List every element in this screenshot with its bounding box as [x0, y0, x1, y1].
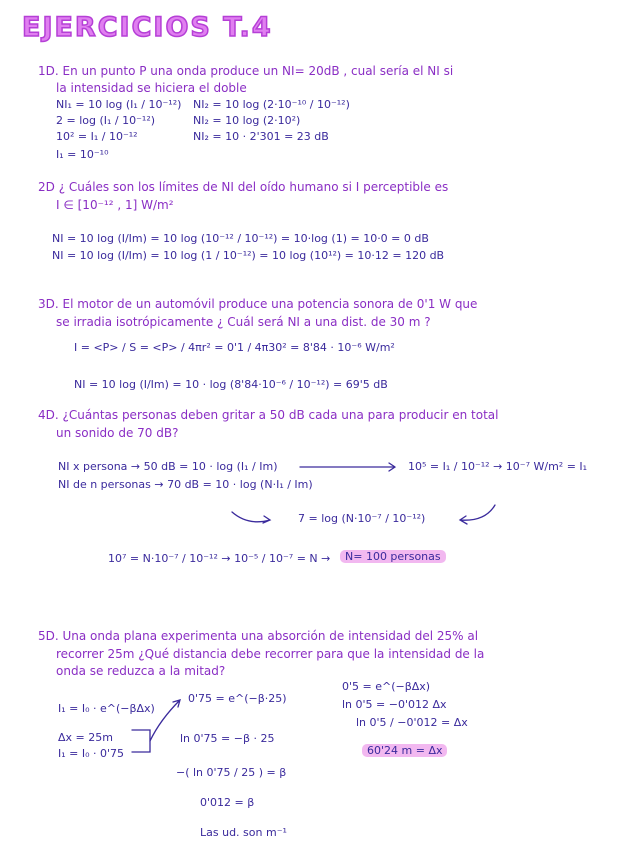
curved-arrow-icon	[460, 505, 495, 524]
exercise-3-question-line-2: se irradia isotrópicamente ¿ Cuál será NI a una dist. de 30 m ?	[56, 315, 431, 329]
exercise-5-work-right-2: ln 0'5 = −0'012 Δx	[342, 698, 447, 711]
exercise-4-work-5: 10⁷ = N·10⁻⁷ / 10⁻¹² → 10⁻⁵ / 10⁻⁷ = N →	[108, 552, 331, 565]
exercise-5-work-right-3: ln 0'5 / −0'012 = Δx	[356, 716, 468, 729]
exercise-1-work-right-3: NI₂ = 10 · 2'301 = 23 dB	[193, 130, 329, 143]
exercise-1-work-left-3: 10² = I₁ / 10⁻¹²	[56, 130, 138, 143]
exercise-5-answer: 60'24 m = Δx	[362, 744, 447, 757]
arrow-right-icon	[300, 463, 395, 471]
exercise-5-work-left-1: I₁ = I₀ · e^(−βΔx)	[58, 702, 155, 715]
exercise-5-work-mid-1: 0'75 = e^(−β·25)	[188, 692, 287, 705]
exercise-4-work-2: 10⁵ = I₁ / 10⁻¹² → 10⁻⁷ W/m² = I₁	[408, 460, 588, 473]
exercise-5-work-left-3: I₁ = I₀ · 0'75	[58, 747, 125, 760]
exercise-4-question-line-2: un sonido de 70 dB?	[56, 426, 179, 440]
curved-arrow-icon	[232, 512, 270, 523]
exercise-5-work-mid-2: ln 0'75 = −β · 25	[180, 732, 275, 745]
exercise-5-work-mid-4: 0'012 = β	[200, 796, 255, 809]
exercise-1-work-right-2: NI₂ = 10 log (2·10²)	[193, 114, 301, 127]
exercise-1-question-line-1: 1D. En un punto P una onda produce un NI= 20dB , cual sería el NI si	[38, 64, 454, 78]
exercise-5-question-line-1: 5D. Una onda plana experimenta una absorción de intensidad del 25% al	[38, 629, 479, 643]
exercise-5-work-left-2: Δx = 25m	[58, 731, 113, 744]
exercise-1-work-left-4: I₁ = 10⁻¹⁰	[56, 148, 109, 161]
exercise-1-work-left-1: NI₁ = 10 log (I₁ / 10⁻¹²)	[56, 98, 182, 111]
exercise-2-question-line-1: 2D ¿ Cuáles son los límites de NI del oído humano si I perceptible es	[38, 180, 449, 194]
arrow-right-icon	[150, 700, 180, 741]
exercise-1-work-left-2: 2 = log (I₁ / 10⁻¹²)	[56, 114, 156, 127]
exercise-3-question-line-1: 3D. El motor de un automóvil produce una potencia sonora de 0'1 W que	[38, 297, 478, 311]
exercise-5-work-right-1: 0'5 = e^(−βΔx)	[342, 680, 431, 693]
exercise-1-work-right-1: NI₂ = 10 log (2·10⁻¹⁰ / 10⁻¹²)	[193, 98, 350, 111]
exercise-4-question-line-1: 4D. ¿Cuántas personas deben gritar a 50 dB cada una para producir en total	[38, 408, 499, 422]
bracket-icon	[132, 730, 150, 752]
exercise-1-question-line-2: la intensidad se hiciera el doble	[56, 81, 247, 95]
exercise-5-work-mid-3: −( ln 0'75 / 25 ) = β	[176, 766, 287, 779]
exercise-5-question-line-3: onda se reduzca a la mitad?	[56, 664, 226, 678]
exercise-5-question-line-2: recorrer 25m ¿Qué distancia debe recorrer para que la intensidad de la	[56, 647, 485, 661]
page-title: EJERCICIOS T.4	[22, 12, 273, 43]
exercise-4-work-3: NI de n personas → 70 dB = 10 · log (N·I₁ / Im)	[58, 478, 313, 491]
exercise-3-work-1: I = <P> / S = <P> / 4πr² = 0'1 / 4π30² = 8'84 · 10⁻⁶ W/m²	[74, 341, 395, 354]
exercise-2-work-2: NI = 10 log (I/Im) = 10 log (1 / 10⁻¹²) = 10 log (10¹²) = 10·12 = 120 dB	[52, 249, 445, 262]
exercise-4-work-1: NI x persona → 50 dB = 10 · log (I₁ / Im)	[58, 460, 278, 473]
exercise-4-answer: N= 100 personas	[340, 550, 446, 563]
exercise-2-question-line-2: I ∈ [10⁻¹² , 1] W/m²	[56, 198, 174, 212]
exercise-2-work-1: NI = 10 log (I/Im) = 10 log (10⁻¹² / 10⁻¹²) = 10·log (1) = 10·0 = 0 dB	[52, 232, 429, 245]
exercise-4-work-4: 7 = log (N·10⁻⁷ / 10⁻¹²)	[298, 512, 426, 525]
exercise-5-work-mid-5: Las ud. son m⁻¹	[200, 826, 287, 839]
exercise-3-work-2: NI = 10 log (I/Im) = 10 · log (8'84·10⁻⁶ / 10⁻¹²) = 69'5 dB	[74, 378, 388, 391]
